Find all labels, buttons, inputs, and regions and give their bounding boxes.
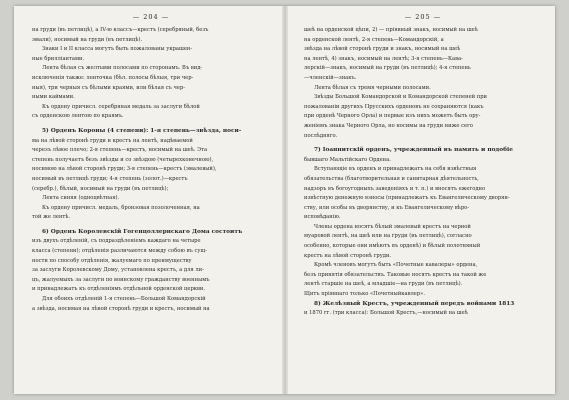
text-line: ству, или особы въ дворянству, и къ Евангелическому вѣро-: [304, 204, 470, 211]
text-line: крестъ на лѣвой сторонѣ груди.: [304, 252, 392, 259]
text-line: носимою на лѣвой сторонѣ груди; 3-я степень—крестъ (эмалевый),: [32, 166, 217, 173]
text-line: при орденѣ Черного Орла) и первые изъ нихъ можетъ быть ору-: [304, 113, 481, 120]
text-line: Щитъ пріявнаго только «Почетныйкавлер».: [304, 291, 425, 298]
text-line: обязательства (благотворительная и санитарная дѣятельность,: [304, 175, 479, 182]
text-line: ныя), три черныя съ бѣлыми краями, или бѣлая съ чер-: [32, 84, 186, 91]
text-line: цъ, жалуемыхъ за заслуги по воинскому гражданству военнымъ: [32, 276, 210, 283]
text-line: бывшаго Мальтійскаго Ордена.: [304, 156, 391, 163]
text-line: послѣдняго.: [304, 132, 338, 139]
text-line: безъ принятія обязательствъ. Таковые носятъ крестъ на такой же: [304, 271, 487, 278]
text-line: Знаки I и II класса могутъ быть пожалованы украшен-: [42, 46, 193, 53]
text-line: надзоръ въ богоугодныхъ заведеніяхъ и т. п.) и вносятъ ежегодно: [304, 185, 486, 192]
text-line: и 1870 гг. (три класса): Большой Крестъ,—носимый на шеѣ: [304, 310, 468, 317]
left-page: [32, 12, 270, 390]
text-line: съ орденскою лентою по краямъ.: [32, 113, 124, 120]
text-line: Для обоихъ отдѣленій 1-я степень—Большой Командорскій: [42, 296, 206, 303]
text-line: за заслуги Королевскому Дому, установлена крестъ, а для ли-: [32, 267, 204, 274]
text-line: на груди (въ петлицѣ), а IV-ю классъ—крестъ (серебряный, безъ: [32, 27, 209, 33]
page-body: [304, 26, 542, 319]
text-line: 7) Іоаннитскій орденъ, учрежденный въ память и подобіе: [314, 147, 513, 154]
text-line: изъ двухъ отдѣленій, съ подраздѣленіемъ каждаго на четыре: [32, 238, 201, 245]
text-line: Лента бѣлая съ тремя черными полосами.: [314, 84, 431, 91]
text-line: и принадлежатъ къ отдѣленіямъ отдѣльной орденской церкви.: [32, 286, 206, 293]
text-line: Лента бѣлая съ желтыми полосами по сторонамъ. Въ вид-: [42, 65, 203, 72]
text-line: извѣстную денежную взносы (принадлежатъ къ Евангелическому дворян-: [304, 195, 510, 202]
text-line: на орденской лентѣ, 2-я степень—Командорскій, а: [304, 36, 444, 43]
text-line: звѣзда на лѣвой сторонѣ груди и знакъ, носимый на шеѣ: [304, 46, 461, 53]
text-line: Лента синяя (одноцвѣтная).: [42, 195, 120, 202]
text-line: Къ ордену причисл. серебряная медаль за заслуги бѣлой: [42, 103, 200, 110]
book-spread: [14, 6, 555, 394]
text-line: 5) Орденъ Короны (4 степени): 1-я степень—звѣзда, носи-: [42, 127, 242, 134]
text-line: класса (степени); отдѣленія различаются между собою въ сущ-: [32, 248, 207, 255]
text-line: исключенія также: ленточка (бѣл. полосы бѣлыя, три чер-: [32, 74, 194, 81]
page-body: [32, 26, 270, 314]
text-line: Вступающіе въ орденъ и принадлежатъ на себя извѣстныя: [314, 166, 477, 173]
text-line: а звѣзда, носимая на лѣвой сторонѣ груди и крестъ, носимый на: [32, 305, 210, 312]
text-line: муаровой лентѣ, на шеѣ или на груди (въ петлицѣ), согласно: [304, 233, 472, 240]
text-line: пожалованіи другихъ Прусскихъ орденовъ не сохраняются (какъ: [304, 103, 484, 110]
text-line: женіемъ знака Черного Орла, но носимы на груди ниже сего: [304, 122, 473, 129]
text-line: ности по способу отдѣленія, жалуемаго по преимуществу: [32, 257, 192, 264]
text-line: исповѣданію.: [304, 214, 341, 221]
page-gutter: [282, 6, 288, 394]
text-line: лентѣ старшіе на шеѣ, а младшіе—на груди (въ петлицѣ).: [304, 281, 463, 288]
text-line: шеѣ на орденской цѣпи, 2) — пріявный знакъ, носимый на шеѣ: [304, 27, 478, 33]
text-line: 6) Орденъ Королевскій Гогенцоллернскаго Дома состоитъ: [42, 228, 243, 235]
text-line: Къ ордену причисл. медаль, бронзовая позолоченная, на: [42, 204, 200, 211]
text-line: (серебр.), бѣлый, носимый на груди (въ петлицѣ);: [32, 185, 169, 192]
text-line: носимый въ петлицѣ груди; 4-я степень (золот.)—крестъ: [32, 175, 188, 182]
text-line: ными каймами.: [32, 94, 75, 101]
text-line: ма на лѣвой сторонѣ груди и крестъ на лентѣ, надѣваемой: [32, 137, 193, 144]
right-page: [304, 12, 542, 390]
text-line: на лентѣ, 4) знакъ, носимый на лентѣ; 3-я степень—Кава-: [304, 55, 463, 62]
text-line: ные брилліантами.: [32, 55, 85, 62]
page-number: — 205 —: [404, 13, 442, 21]
text-line: Кромѣ членовъ могутъ быть «Почетные кавалеры» ордена,: [314, 262, 478, 269]
text-line: эмали), носимый на груди (въ петлицѣ).: [32, 36, 143, 43]
text-line: черезъ лѣвое плечо; 2-я степень—крестъ, носимый на шеѣ. Эта: [32, 147, 208, 154]
text-line: особенно, которые они имѣютъ въ орденѣ) и бѣлый полотняный: [304, 243, 481, 250]
text-line: Звѣзды Большой Командорской и Командорской степеней при: [314, 94, 488, 101]
text-line: степень получаетъ безъ звѣзды и со звѣздою (четырехконечною),: [32, 156, 214, 163]
text-line: той же лентѣ.: [32, 214, 71, 221]
text-line: лерскій—знакъ, носимый на груди (въ петлицѣ); 4-я степень: [304, 65, 471, 72]
page-number: — 204 —: [132, 13, 170, 21]
text-line: 8) Желѣзный Крестъ, учрежденный передъ войнами 1813: [314, 300, 515, 307]
text-line: —членскій—знакъ.: [304, 74, 357, 81]
text-line: Члены ордена носятъ бѣлый эмалевый крестъ на черной: [314, 223, 471, 230]
